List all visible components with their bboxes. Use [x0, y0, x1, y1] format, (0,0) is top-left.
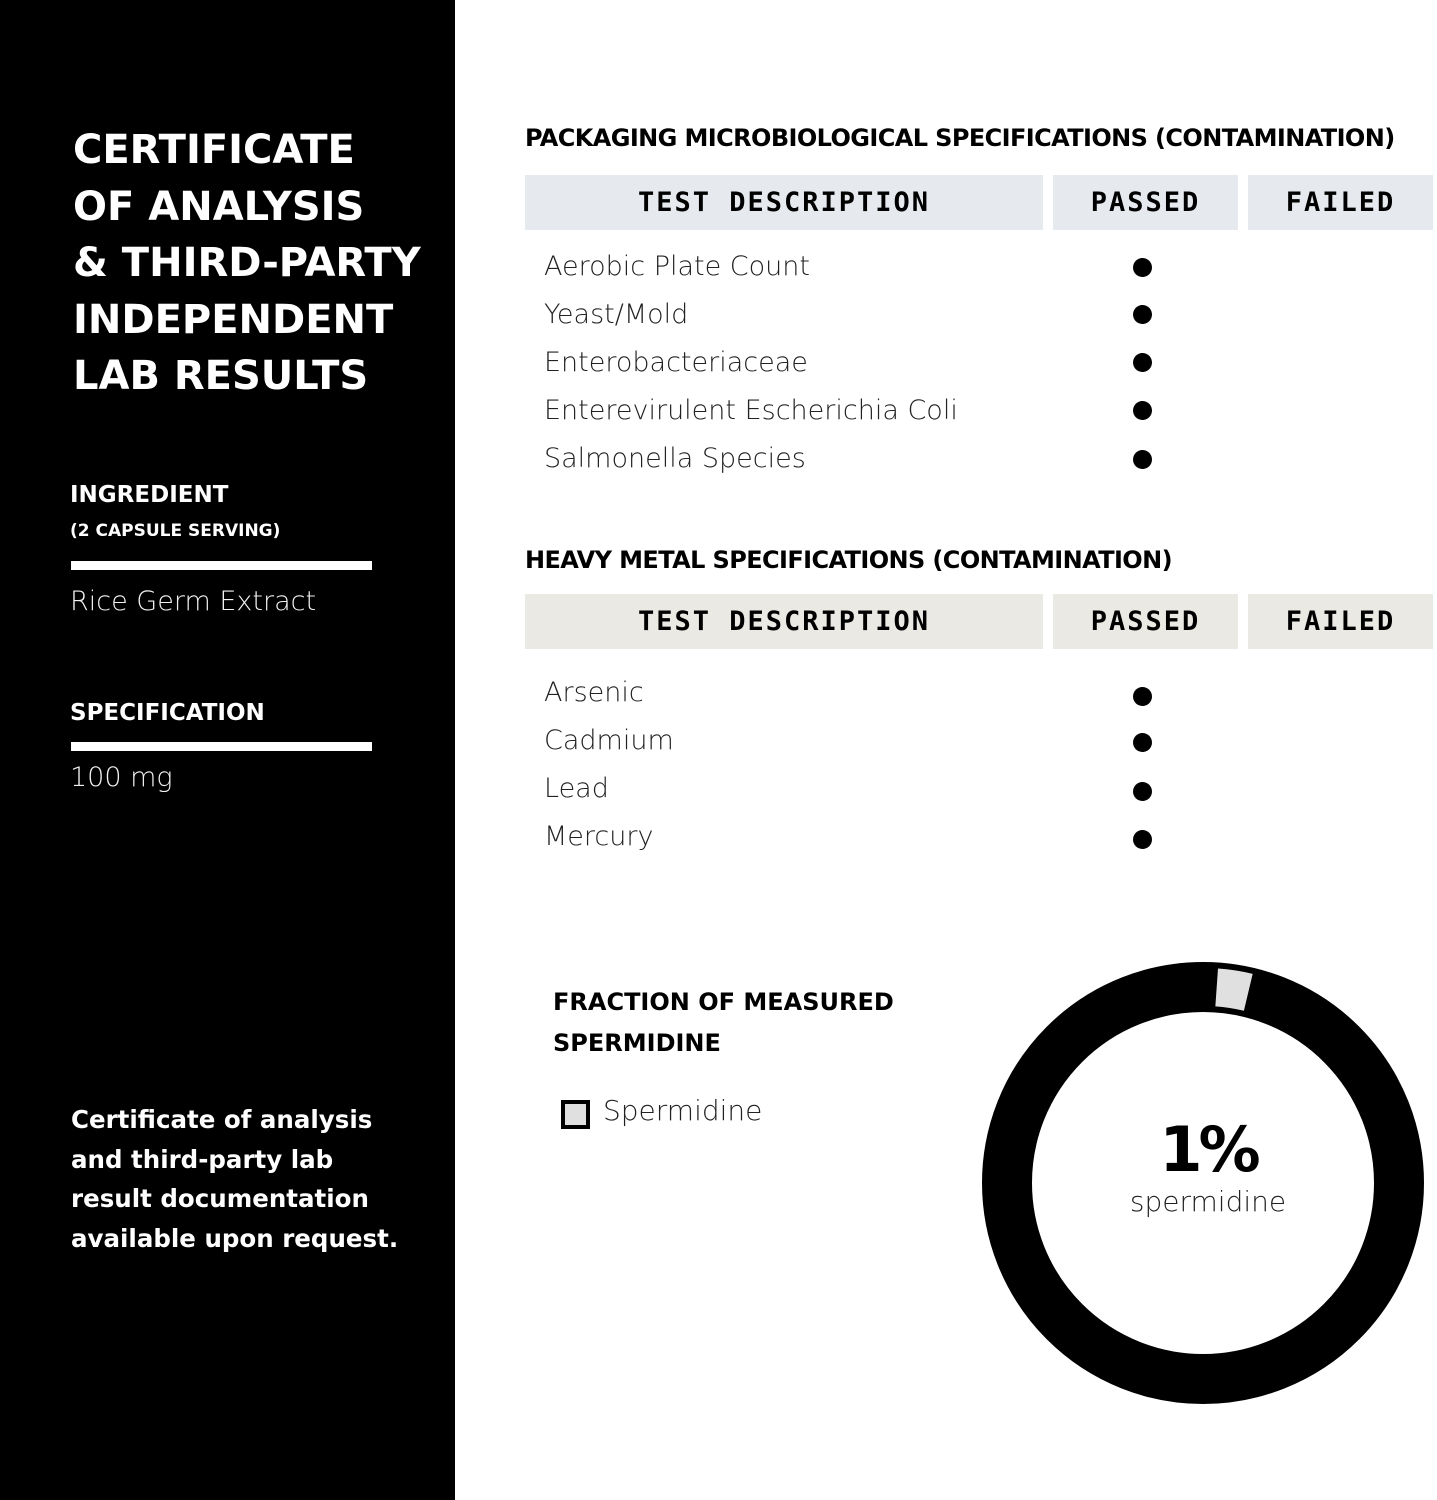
- microbiological-section-title: PACKAGING MICROBIOLOGICAL SPECIFICATIONS (CONTAMINATION): [525, 124, 1395, 152]
- micro-row-label: Enterevirulent Escherichia Coli: [544, 395, 958, 426]
- ingredient-value: Rice Germ Extract: [70, 586, 317, 617]
- title-line: CERTIFICATE: [73, 127, 355, 173]
- specification-value: 100 mg: [70, 762, 173, 793]
- donut-slice-spermidine: [1217, 987, 1249, 992]
- micro-header-failed: FAILED: [1248, 175, 1433, 230]
- availability-note: [71, 1100, 431, 1258]
- passed-dot-icon: [1133, 305, 1152, 324]
- passed-dot-icon: [1133, 450, 1152, 469]
- percent-value: 1%: [1159, 1113, 1257, 1186]
- passed-dot-icon: [1133, 353, 1152, 372]
- passed-dot-icon: [1133, 830, 1152, 849]
- metal-row-label: Lead: [544, 773, 609, 804]
- legend-swatch: [561, 1100, 590, 1129]
- ingredient-label: INGREDIENT: [70, 482, 229, 508]
- note-line: and third-party lab: [71, 1144, 334, 1174]
- specification-label: SPECIFICATION: [70, 700, 265, 726]
- ingredient-divider: [71, 561, 372, 570]
- percent-caption: spermidine: [1129, 1185, 1287, 1218]
- micro-row-label: Enterobacteriaceae: [544, 347, 808, 378]
- metal-row-label: Cadmium: [544, 725, 674, 756]
- title-line: INDEPENDENT: [73, 296, 394, 343]
- metal-header-test-description: TEST DESCRIPTION: [525, 594, 1043, 649]
- micro-row-label: Aerobic Plate Count: [544, 251, 810, 282]
- ingredient-sublabel: (2 CAPSULE SERVING): [70, 521, 281, 541]
- fraction-title-line: SPERMIDINE: [553, 1029, 721, 1057]
- donut-center-label: [1058, 1115, 1358, 1219]
- fraction-section-title: [553, 982, 894, 1064]
- passed-dot-icon: [1133, 401, 1152, 420]
- sidebar-panel: [0, 0, 455, 1500]
- passed-dot-icon: [1133, 782, 1152, 801]
- passed-dot-icon: [1133, 733, 1152, 752]
- fraction-title-line: FRACTION OF MEASURED: [553, 988, 894, 1016]
- page-title: [73, 122, 443, 405]
- title-line: OF ANALYSIS: [73, 183, 365, 230]
- passed-dot-icon: [1133, 258, 1152, 277]
- metal-header-passed: PASSED: [1053, 594, 1238, 649]
- micro-row-label: Salmonella Species: [544, 443, 806, 474]
- metal-row-label: Arsenic: [544, 677, 644, 708]
- note-line: available upon request.: [71, 1223, 399, 1253]
- heavy-metal-section-title: HEAVY METAL SPECIFICATIONS (CONTAMINATION): [525, 546, 1172, 574]
- micro-row-label: Yeast/Mold: [544, 299, 689, 330]
- title-line: & THIRD-PARTY: [73, 240, 421, 286]
- title-line: LAB RESULTS: [73, 353, 369, 399]
- note-line: Certificate of analysis: [71, 1105, 373, 1134]
- metal-header-failed: FAILED: [1248, 594, 1433, 649]
- legend-label: Spermidine: [603, 1094, 763, 1127]
- micro-header-passed: PASSED: [1053, 175, 1238, 230]
- metal-row-label: Mercury: [544, 821, 654, 852]
- specification-divider: [71, 742, 372, 751]
- passed-dot-icon: [1133, 687, 1152, 706]
- note-line: result documentation: [71, 1184, 369, 1213]
- micro-header-test-description: TEST DESCRIPTION: [525, 175, 1043, 230]
